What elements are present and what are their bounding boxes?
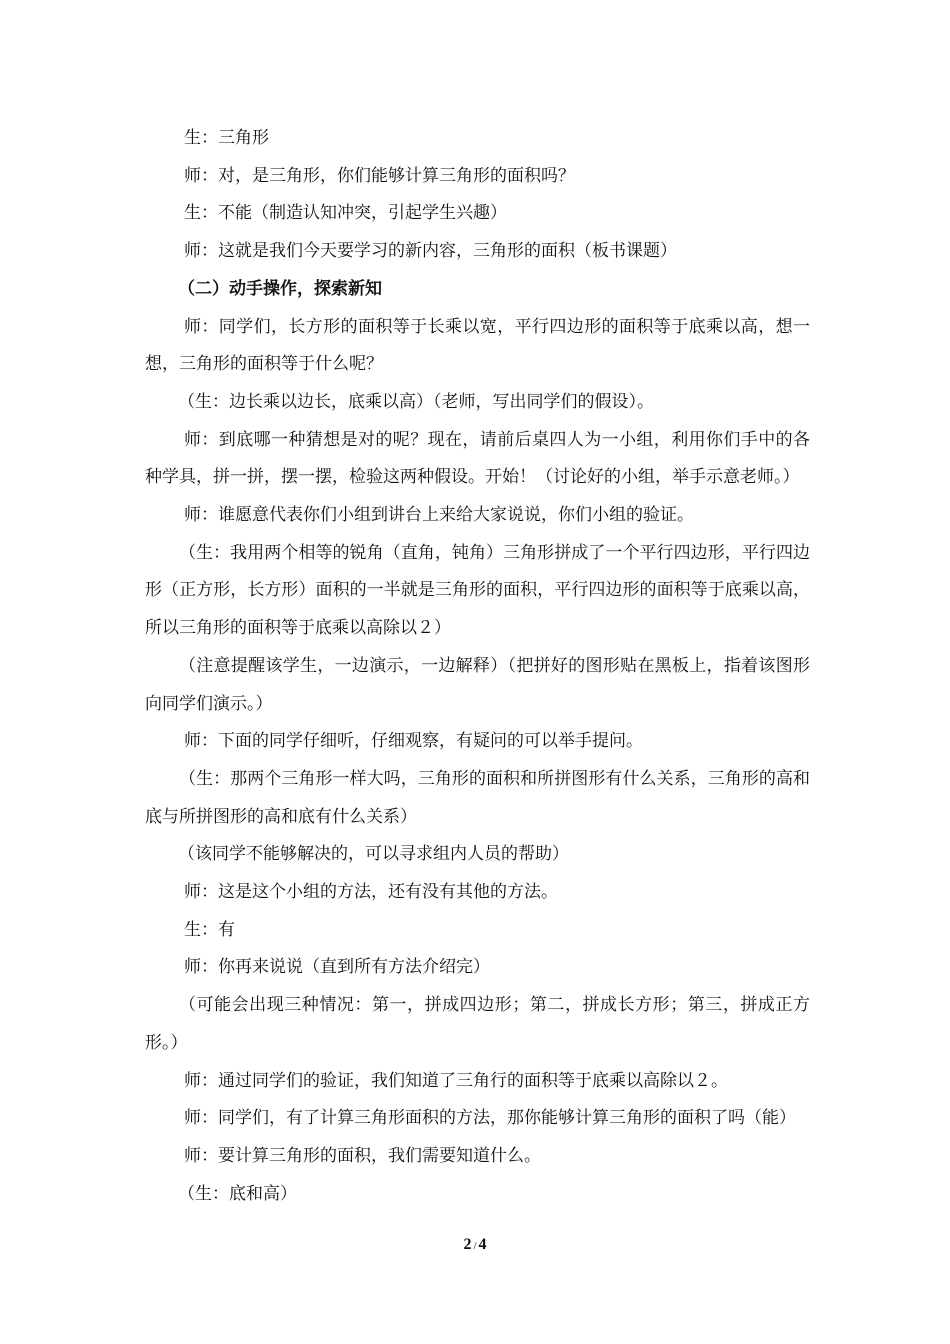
paragraph: （该同学不能够解决的，可以寻求组内人员的帮助） bbox=[178, 844, 569, 865]
paragraph: 师：通过同学们的验证，我们知道了三角行的面积等于底乘以高除以２。 bbox=[184, 1070, 728, 1091]
paragraph: 师：同学们，长方形的面积等于长乘以宽，平行四边形的面积等于底乘以高，想一想，三角形的面积等于什么呢？ bbox=[145, 316, 810, 375]
section-heading: （二）动手操作，探索新知 bbox=[178, 278, 382, 299]
paragraph: 生：不能（制造认知冲突，引起学生兴趣） bbox=[184, 203, 507, 224]
paragraph: （生：我用两个相等的锐角（直角，钝角）三角形拼成了一个平行四边形，平行四边形（正方形，长方形）面积的一半就是三角形的面积，平行四边形的面积等于底乘以高，所以三角形的面积等于底乘以高除以２） bbox=[145, 542, 810, 639]
paragraph: 生：有 bbox=[184, 919, 235, 940]
paragraph: （生：那两个三角形一样大吗，三角形的面积和所拼图形有什么关系，三角形的高和底与所拼图形的高和底有什么关系） bbox=[145, 768, 810, 827]
paragraph: （注意提醒该学生，一边演示，一边解释）（把拼好的图形贴在黑板上，指着该图形向同学们演示。） bbox=[145, 655, 810, 714]
paragraph: 师：谁愿意代表你们小组到讲台上来给大家说说，你们小组的验证。 bbox=[184, 505, 694, 526]
page-separator: / bbox=[473, 1240, 477, 1252]
paragraph: 师：到底哪一种猜想是对的呢？现在，请前后桌四人为一小组，利用你们手中的各种学具，拼一拼，摆一摆，检验这两种假设。开始！（讨论好的小组，举手示意老师。） bbox=[145, 429, 810, 488]
paragraph: 师：同学们，有了计算三角形面积的方法，那你能够计算三角形的面积了吗（能） bbox=[184, 1108, 796, 1129]
paragraph: 师：要计算三角形的面积，我们需要知道什么。 bbox=[184, 1145, 541, 1166]
page-number bbox=[0, 1236, 950, 1254]
paragraph: 师：这是这个小组的方法，还有没有其他的方法。 bbox=[184, 882, 558, 903]
paragraph: 师：对，是三角形，你们能够计算三角形的面积吗？ bbox=[184, 165, 575, 186]
document-body bbox=[145, 120, 810, 1213]
paragraph: 师：下面的同学仔细听，仔细观察，有疑问的可以举手提问。 bbox=[184, 731, 643, 752]
paragraph: （生：底和高） bbox=[178, 1183, 297, 1204]
current-page-number: 2 bbox=[463, 1236, 472, 1253]
total-pages: 4 bbox=[478, 1236, 487, 1253]
paragraph: （可能会出现三种情况：第一，拼成四边形；第二，拼成长方形；第三，拼成正方形。） bbox=[145, 995, 810, 1053]
paragraph: 生：三角形 bbox=[184, 128, 269, 148]
paragraph: 师：你再来说说（直到所有方法介绍完） bbox=[184, 957, 490, 978]
paragraph: 师：这就是我们今天要学习的新内容，三角形的面积（板书课题） bbox=[184, 241, 677, 262]
paragraph: （生：边长乘以边长，底乘以高）（老师，写出同学们的假设）。 bbox=[178, 391, 654, 412]
